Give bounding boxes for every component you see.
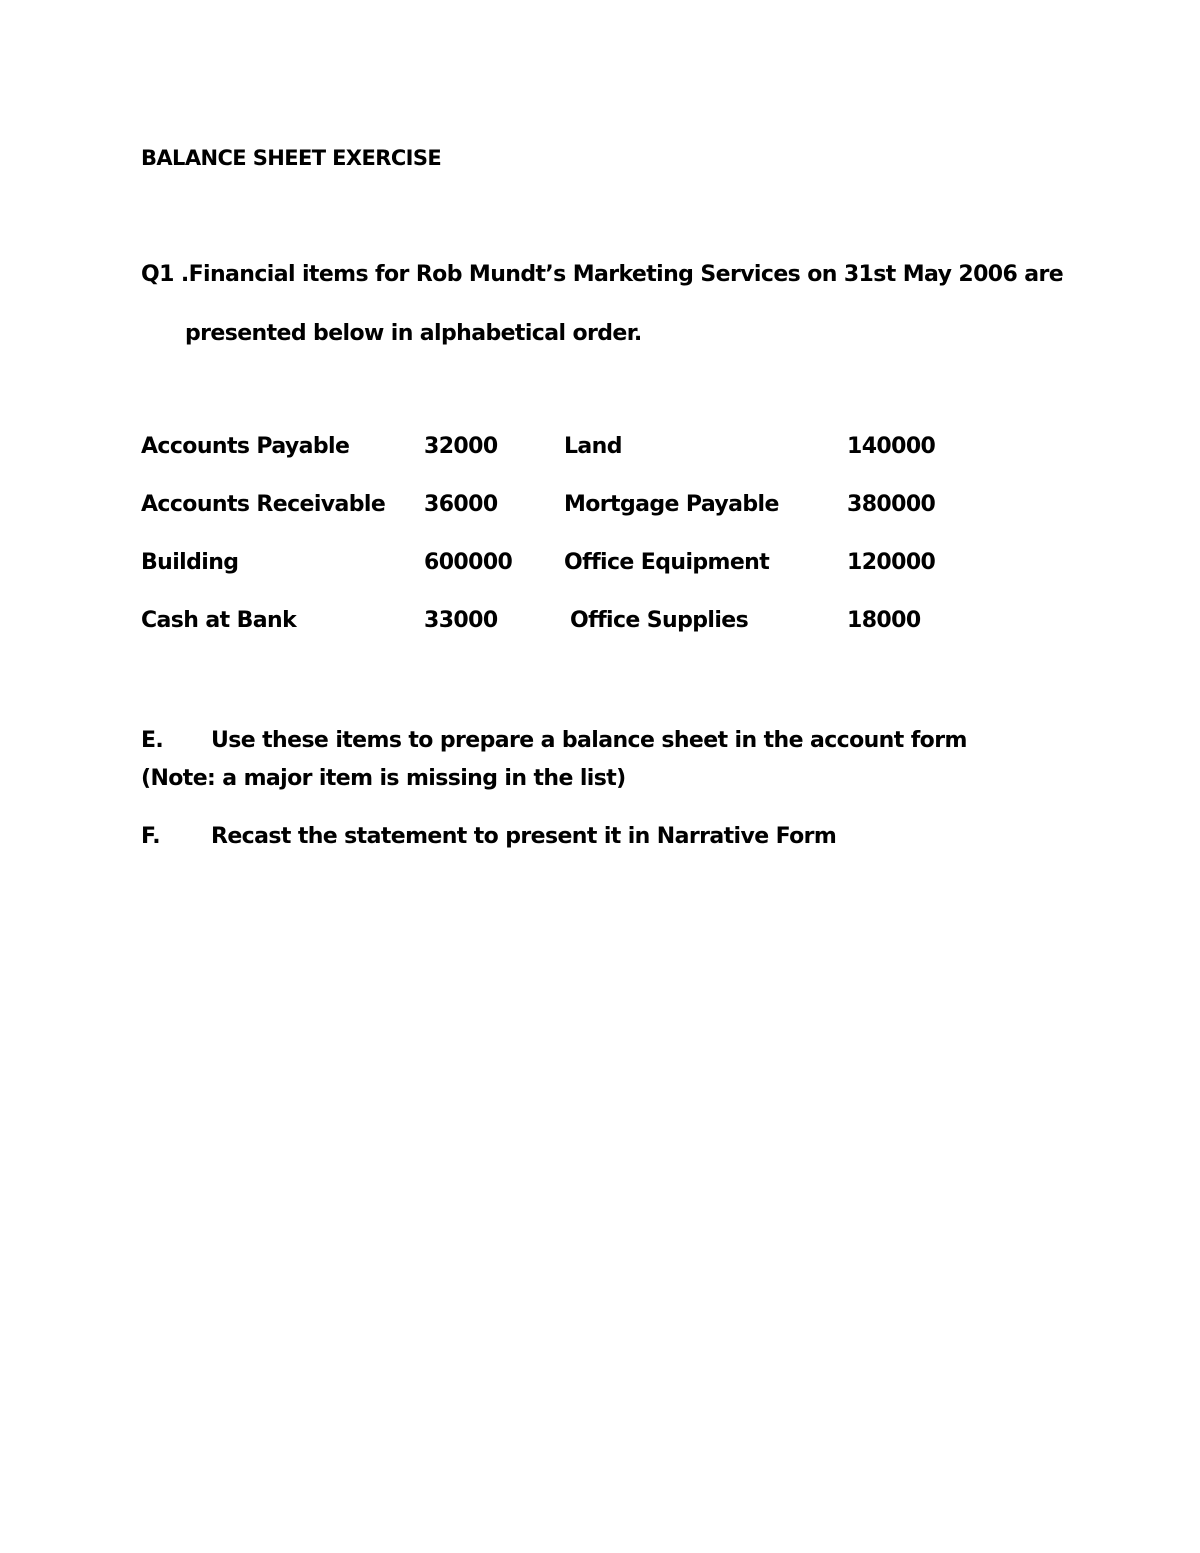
financial-items-list — [141, 434, 1041, 666]
item-value: 140000 — [847, 434, 936, 459]
task-f-letter: F. — [141, 824, 160, 849]
item-label: Office Equipment — [564, 550, 770, 575]
financial-item-row — [141, 608, 1041, 666]
item-label: Land — [564, 434, 622, 459]
item-label: Accounts Receivable — [141, 492, 386, 517]
financial-item-row — [141, 550, 1041, 608]
task-e-text: Use these items to prepare a balance sheet in the account form (Note: a major item is missing in the list) — [141, 728, 967, 791]
item-label: Office Supplies — [570, 608, 749, 633]
question-text-line2: presented below in alphabetical order. — [185, 321, 642, 346]
financial-item-row — [141, 492, 1041, 550]
item-value: 18000 — [847, 608, 921, 633]
item-value: 600000 — [424, 550, 513, 575]
item-label: Accounts Payable — [141, 434, 350, 459]
task-e-letter: E. — [141, 728, 164, 753]
document-title: BALANCE SHEET EXERCISE — [141, 146, 442, 170]
task-f-text: Recast the statement to present it in Narrative Form — [211, 824, 837, 849]
item-value: 32000 — [424, 434, 498, 459]
item-value: 33000 — [424, 608, 498, 633]
task-e — [141, 722, 1041, 798]
item-label: Building — [141, 550, 239, 575]
item-label: Mortgage Payable — [564, 492, 779, 517]
financial-item-row — [141, 434, 1041, 492]
item-value: 380000 — [847, 492, 936, 517]
item-value: 120000 — [847, 550, 936, 575]
task-f — [141, 818, 1041, 856]
question-text-line1: Q1 .Financial items for Rob Mundt’s Marketing Services on 31st May 2006 are — [141, 262, 1064, 287]
item-label: Cash at Bank — [141, 608, 297, 633]
item-value: 36000 — [424, 492, 498, 517]
